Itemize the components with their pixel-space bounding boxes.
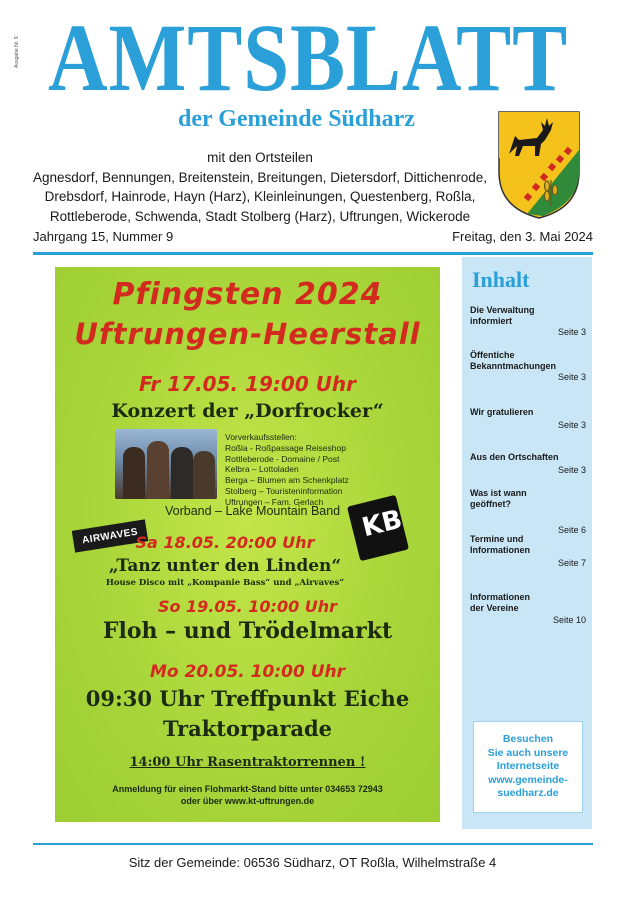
contents-item-label: Was ist wann geöffnet? xyxy=(470,488,527,509)
website-link[interactable]: suedharz.de xyxy=(497,787,559,799)
event4-date: Mo 20.05. 10:00 Uhr xyxy=(150,662,345,682)
poster-location: Uftrungen-Heerstall xyxy=(74,317,421,351)
contents-item-page: Seite 10 xyxy=(552,615,586,625)
registration-line: Anmeldung für einen Flohmarkt-Stand bitte unter 034653 72943 xyxy=(112,784,383,794)
contents-title: Inhalt xyxy=(472,267,530,292)
contents-item[interactable] xyxy=(470,350,588,382)
contents-item-label: Wir gratulieren xyxy=(470,407,534,417)
event3-title: Floh – und Trödelmarkt xyxy=(102,618,393,644)
contents-item[interactable] xyxy=(470,592,588,625)
contents-item[interactable] xyxy=(470,407,588,430)
presale-item: Roßla - Roßpassage Reiseshop xyxy=(225,442,346,453)
website-link[interactable]: www.gemeinde- xyxy=(488,773,568,786)
presale-item: Berga – Blumen am Schenkplatz xyxy=(225,475,349,486)
presale-item: Uftrungen – Fam. Gerlach xyxy=(225,496,324,507)
event2-date: Sa 18.05. 20:00 Uhr xyxy=(135,533,315,552)
presale-item: Kelbra – Lottoladen xyxy=(225,464,299,475)
contents-item[interactable] xyxy=(470,305,588,337)
kb-logo-text: KB xyxy=(359,504,406,544)
contents-item-label: Die Verwaltung informiert xyxy=(470,305,535,326)
contents-item-page: Seite 3 xyxy=(557,420,586,430)
districts-line: Agnesdorf, Bennungen, Breitenstein, Breitungen, Dietersdorf, Dittichenrode, xyxy=(32,169,488,185)
districts-line: Rottleberode, Schwenda, Stadt Stolberg (Harz), Uftrungen, Wickerode xyxy=(49,208,471,224)
issue-date: Freitag, den 3. Mai 2024 xyxy=(452,229,593,244)
website-line: Besuchen xyxy=(502,733,554,745)
presale-item: Rottleberode - Domaine / Post xyxy=(225,453,340,464)
footer-address: Sitz der Gemeinde: 06536 Südharz, OT Roßla, Wilhelmstraße 4 xyxy=(128,855,497,870)
contents-item-page: Seite 3 xyxy=(557,465,586,475)
event-poster xyxy=(55,267,440,822)
contents-item-label: Öffentiche Bekanntmachungen xyxy=(470,350,557,371)
website-box[interactable] xyxy=(474,722,582,812)
contents-item-label: Informationen der Vereine xyxy=(470,592,530,613)
event1-title: Konzert der „Dorfrocker“ xyxy=(111,400,384,422)
publisher-side-text: Ausgabe Nr. 9 xyxy=(14,36,20,68)
coat-of-arms-icon xyxy=(497,110,581,220)
airwaves-logo: AIRWAVES xyxy=(72,519,149,552)
districts-block xyxy=(20,148,500,226)
contents-item-page: Seite 3 xyxy=(557,372,586,382)
event2-subtitle: House Disco mit „Kompanie Bass“ und „Airvaves“ xyxy=(105,578,345,588)
districts-intro: mit den Ortsteilen xyxy=(207,150,313,165)
event2-title: „Tanz unter den Linden“ xyxy=(108,556,342,576)
masthead-title: AMTSBLATT xyxy=(48,4,569,111)
presale-heading: Vorverkaufsstellen: xyxy=(225,432,297,442)
website-text xyxy=(477,733,579,801)
rasen-race: 14:00 Uhr Rasentraktorrennen ! xyxy=(129,755,366,770)
contents-item[interactable] xyxy=(470,452,588,475)
contents-item-page: Seite 6 xyxy=(557,525,586,535)
contents-item-label: Aus den Ortschaften xyxy=(470,452,559,462)
districts-line: Drebsdorf, Hainrode, Hayn (Harz), Kleinleinungen, Questenberg, Roßla, xyxy=(44,189,476,204)
band-photo xyxy=(115,429,217,499)
registration-line: oder über www.kt-uftrungen.de xyxy=(180,796,315,806)
masthead-subtitle: der Gemeinde Südharz xyxy=(178,106,415,132)
top-divider xyxy=(33,252,593,255)
event4-subtitle: Traktorparade xyxy=(162,716,333,741)
event3-date: So 19.05. 10:00 Uhr xyxy=(157,597,338,616)
issue-number: Jahrgang 15, Nummer 9 xyxy=(33,229,174,244)
bottom-divider xyxy=(33,843,593,845)
contents-item[interactable] xyxy=(470,534,588,568)
event4-title: 09:30 Uhr Treffpunkt Eiche xyxy=(85,686,410,711)
contents-item-page: Seite 7 xyxy=(557,558,586,568)
contents-item-page: Seite 3 xyxy=(557,327,586,337)
contents-item-label: Termine und Informationen xyxy=(470,534,530,555)
website-line: Sie auch unsere xyxy=(487,746,569,759)
presale-item: Stolberg – Touristeninformation xyxy=(225,485,343,496)
poster-title: Pfingsten 2024 xyxy=(112,277,383,312)
contents-item[interactable] xyxy=(470,488,588,535)
website-line: Internetseite xyxy=(496,760,560,772)
event1-date: Fr 17.05. 19:00 Uhr xyxy=(138,372,357,396)
support-band: Vorband – Lake Mountain Band xyxy=(165,504,341,518)
